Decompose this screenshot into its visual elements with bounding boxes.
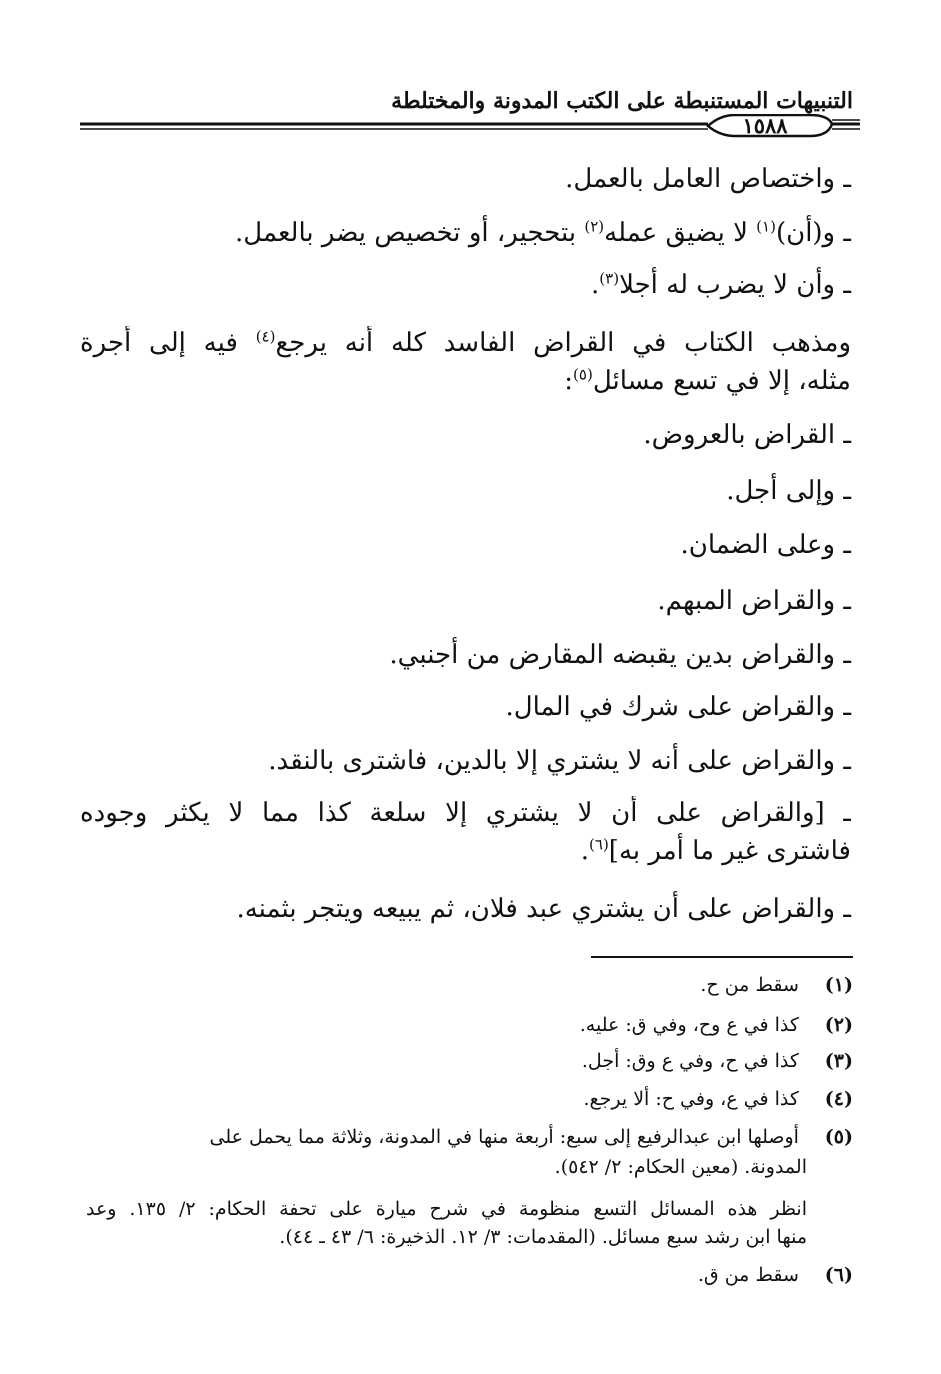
footnote-continuation: منها ابن رشد سبع مسائل. (المقدمات: ٣/ ١٢. الذخيرة: ٦/ ٤٣ ـ ٤٤). — [279, 1226, 807, 1248]
footnote: (٢) كذا في ع وح، وفي ق: عليه. — [579, 1014, 853, 1036]
page-number: ١٥٨٨ — [742, 113, 788, 138]
footnote: (٥) أوصلها ابن عبدالرفيع إلى سبع: أربعة منها في المدونة، وثلاثة مما يحمل على — [209, 1126, 853, 1148]
footnote-separator — [591, 956, 853, 958]
footnote-number: (١) — [824, 974, 853, 996]
footnote-number: (٦) — [824, 1264, 853, 1286]
footnote-number: (٤) — [824, 1088, 853, 1110]
list-item: ـ والقراض بدين يقبضه المقارض من أجنبي. — [389, 640, 851, 670]
list-item: ـ [والقراض على أن لا يشتري إلا سلعة كذا مما لا يكثر وجوده — [80, 798, 851, 828]
list-item-continuation: فاشترى غير ما أمر به]$^{(٦)}$. — [580, 835, 851, 866]
body-line: ـ واختصاص العامل بالعمل. — [565, 164, 851, 194]
list-item: ـ وعلى الضمان. — [680, 530, 851, 560]
footnote-ref: (٤) — [255, 327, 276, 346]
list-item: ـ والقراض على شرك في المال. — [505, 692, 851, 722]
footnote: (٦) سقط من ق. — [697, 1264, 853, 1286]
paragraph-line: مثله، إلا في تسع مسائل$^{(٥)}$: — [564, 365, 851, 396]
footnote-ref: (٣) — [599, 269, 620, 288]
list-item: ـ وإلى أجل. — [726, 476, 851, 506]
footnote-ref: (١) — [756, 217, 776, 236]
list-item: ـ والقراض على أنه لا يشتري إلا بالدين، فاشترى بالنقد. — [268, 746, 851, 776]
body-line: ـ و(أن)$^{(١)}$ لا يضيق عمله$^{(٢)}$ بتحجير، أو تخصيص يضر بالعمل. — [235, 217, 851, 248]
running-title: التنبيهات المستنبطة على الكتب المدونة والمختلطة — [391, 88, 853, 114]
footnote-continuation: المدونة. (معين الحكام: ٢/ ٥٤٢). — [554, 1156, 807, 1178]
footnote-number: (٣) — [824, 1050, 853, 1072]
footnote-continuation: انظر هذه المسائل التسع منظومة في شرح ميارة على تحفة الحكام: ٢/ ١٣٥. وعد — [86, 1198, 807, 1220]
footnote: (٤) كذا في ع، وفي ح: ألا يرجع. — [583, 1088, 853, 1110]
footnote-ref: (٥) — [573, 365, 593, 384]
footnote-ref: (٦) — [589, 835, 609, 854]
footnote: (٣) كذا في ح، وفي ع وق: أجل. — [581, 1050, 853, 1072]
body-line: ـ وأن لا يضرب له أجلا$^{(٣)}$. — [591, 269, 851, 300]
footnote-number: (٢) — [824, 1014, 853, 1036]
list-item: ـ والقراض المبهم. — [657, 586, 851, 616]
footnote-number: (٥) — [824, 1126, 853, 1148]
footnote: (١) سقط من ح. — [700, 974, 853, 996]
footnote-ref: (٢) — [584, 217, 605, 236]
list-item: ـ والقراض على أن يشتري عبد فلان، ثم يبيعه ويتجر بثمنه. — [236, 894, 851, 924]
paragraph-line: ومذهب الكتاب في القراض الفاسد كله أنه يرجع$^{(٤)}$ فيه إلى أجرة — [80, 327, 851, 358]
list-item: ـ القراض بالعروض. — [643, 420, 851, 450]
